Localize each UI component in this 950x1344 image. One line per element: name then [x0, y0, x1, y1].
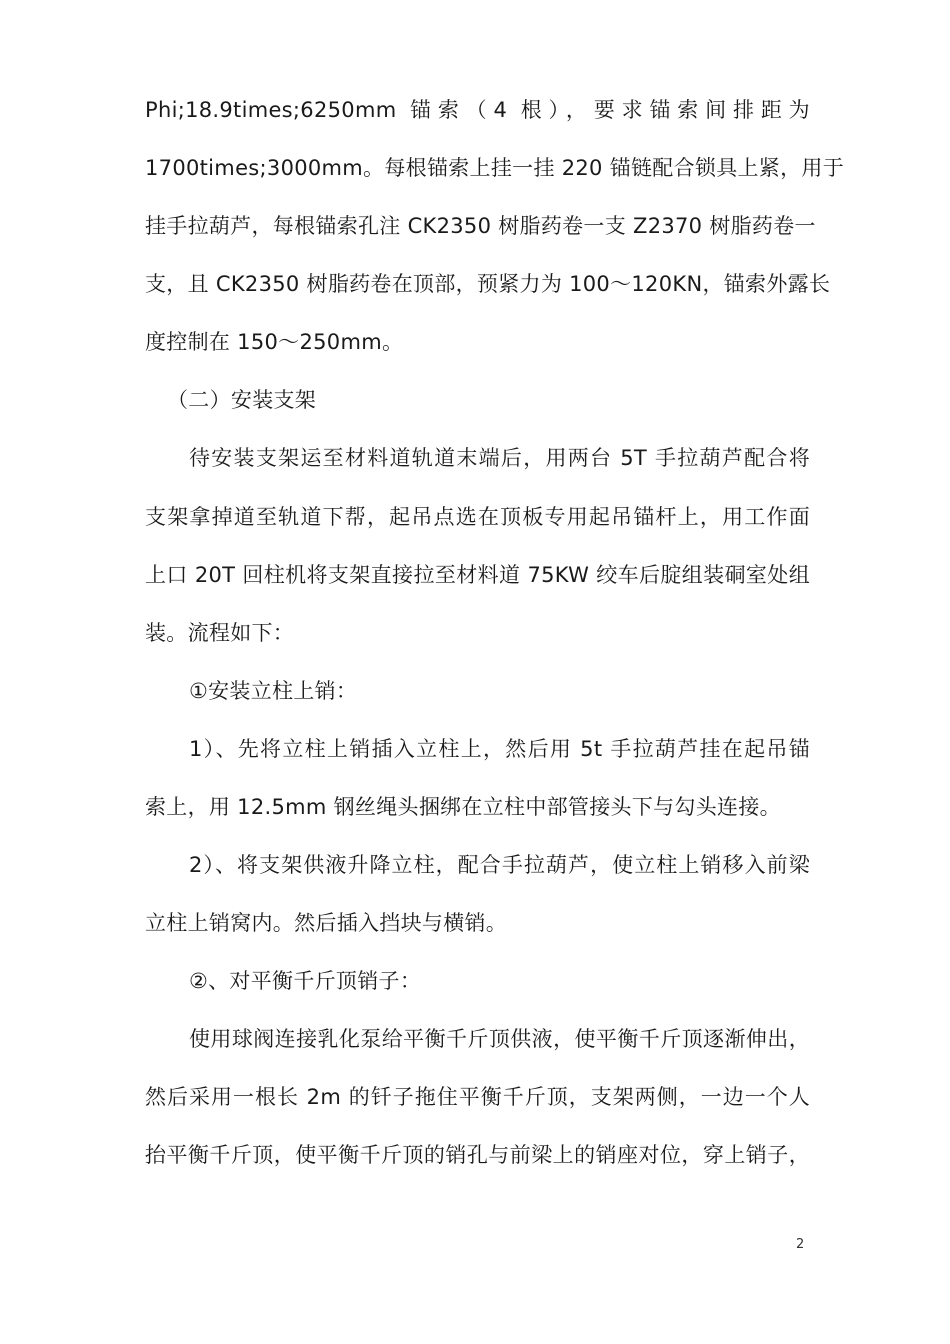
step-heading: ①安装立柱上销： [189, 679, 358, 703]
text-line: 支，且 CK2350 树脂药卷在顶部，预紧力为 100～120KN，锚索外露长 [145, 272, 831, 296]
text-line: 挂手拉葫芦，每根锚索孔注 CK2350 树脂药卷一支 Z2370 树脂药卷一 [145, 214, 816, 238]
step-heading: ②、对平衡千斤顶销子： [189, 969, 422, 993]
page-number: 2 [796, 1237, 805, 1252]
text-line: 待安装支架运至材料道轨道末端后，用两台 5T 手拉葫芦配合将 [189, 446, 810, 470]
text-line: 上口 20T 回柱机将支架直接拉至材料道 75KW 绞车后腚组装硐室处组 [145, 563, 810, 587]
text-line: Phi;18.9times;6250mm 锚索（4 根），要求锚索间排距为 [145, 98, 810, 122]
text-line: 1700times;3000mm。每根锚索上挂一挂 220 锚链配合锁具上紧，用于 [145, 156, 844, 180]
text-line: 立柱上销窝内。然后插入挡块与横销。 [145, 911, 508, 935]
text-line: 抬平衡千斤顶，使平衡千斤顶的销孔与前梁上的销座对位，穿上销子， [145, 1143, 810, 1167]
text-line: 装。流程如下： [145, 621, 295, 645]
text-line: 使用球阀连接乳化泵给平衡千斤顶供液，使平衡千斤顶逐渐伸出， [189, 1027, 810, 1051]
text-line: 支架拿掉道至轨道下帮，起吊点选在顶板专用起吊锚杆上，用工作面 [145, 505, 810, 529]
text-line: 然后采用一根长 2m 的钎子拖住平衡千斤顶，支架两侧，一边一个人 [145, 1085, 810, 1109]
text-line: 度控制在 150～250mm。 [145, 330, 404, 354]
text-line: 1）、先将立柱上销插入立柱上，然后用 5t 手拉葫芦挂在起吊锚 [189, 737, 810, 761]
text-line: 2）、将支架供液升降立柱，配合手拉葫芦，使立柱上销移入前梁 [189, 853, 810, 877]
section-heading: （二）安装支架 [167, 388, 317, 412]
text-line: 索上，用 12.5mm 钢丝绳头捆绑在立柱中部管接头下与勾头连接。 [145, 795, 781, 819]
